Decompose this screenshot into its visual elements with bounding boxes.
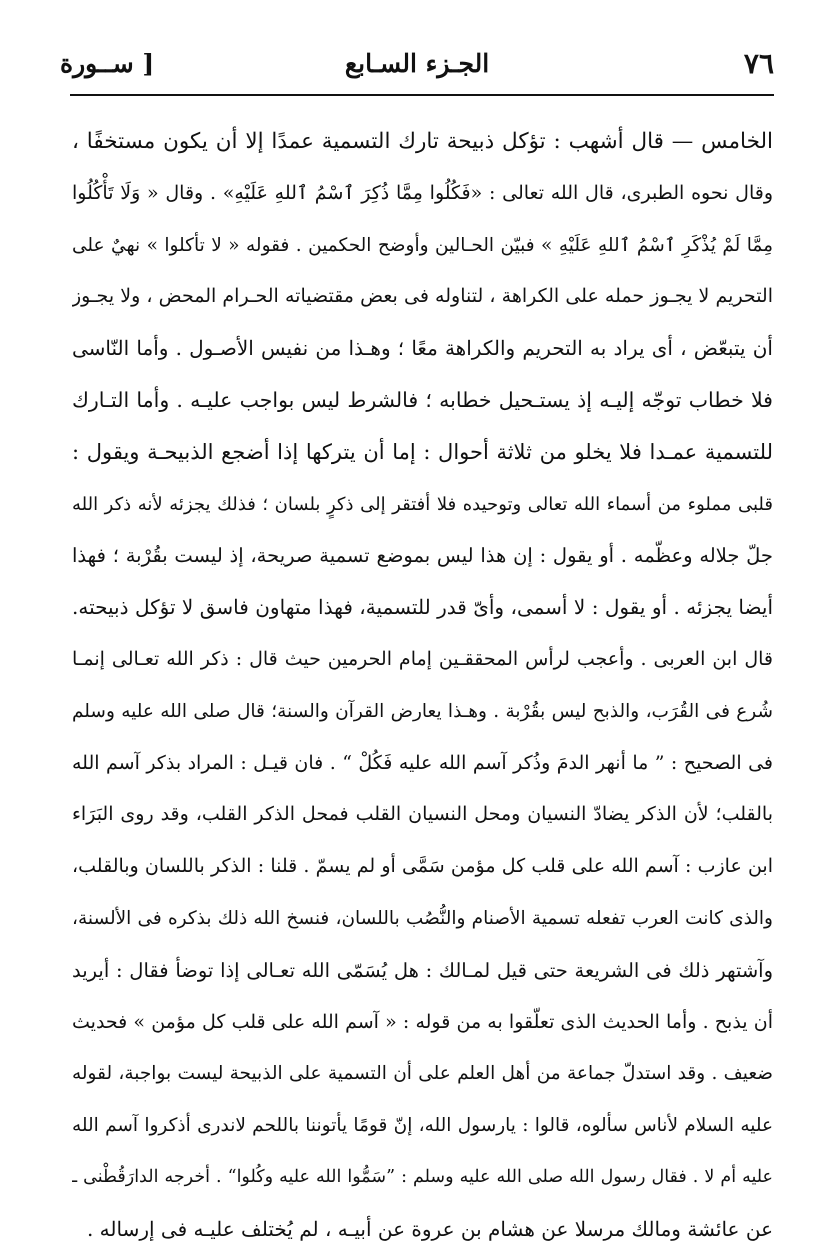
commentary-text bbox=[72, 116, 773, 1256]
text-line: فلا خطاب توجّه إليـه إذ يستـحيل خطابه ؛ فالشرط ليس بواجب عليـه . وأما التـارك bbox=[72, 387, 773, 412]
text-line: عليه السلام لأناس سألوه، قالوا : يارسول الله، إنّ قومًا يأتوننا باللحم لاندرى أذكروا آسم الله bbox=[72, 1115, 773, 1137]
text-line: مِمَّا لَمْ يُذْكَرِ ٱسْمُ ٱللهِ عَلَيْهِ » فبيّن الحـالين وأوضح الحكمين . فقوله « لا تأكلوا » نهيٌ على bbox=[72, 234, 773, 256]
text-line: شُرع فى القُرَب، والذبح ليس بقُرْبة . وهـذا يعارض القرآن والسنة؛ قال صلى الله عليه وسلم bbox=[72, 700, 773, 722]
page-number: ٧٦ bbox=[743, 47, 774, 80]
surah-label: [ ســورة bbox=[60, 49, 155, 78]
text-line: عليه أم لا . فقال رسول الله صلى الله عليه وسلم : ”سَمُّوا الله عليه وكُلوا“ . أخرجه الدارَقُطْنى ـ bbox=[72, 1166, 773, 1187]
text-line: أن يتبعّض ، أى يراد به التحريم والكراهة معًا ؛ وهـذا من نفيس الأصـول . وأما النّاسى bbox=[72, 336, 773, 361]
text-line: جلّ جلاله وعظّمه . أو يقول : إن هذا ليس بموضع تسمية صريحة، إذ ليست بقُرْبة ؛ فهذا bbox=[72, 544, 773, 568]
text-line: الخامس — قال أشهب : تؤكل ذبيحة تارك التسمية عمدًا إلا أن يكون مستخفًا ، bbox=[72, 129, 773, 154]
text-line: التحريم لا يجـوز حمله على الكراهة ، لتناوله فى بعض مقتضياته الحـرام المحض ، ولا يجـوز bbox=[72, 285, 773, 308]
text-line: ابن عازب : آسم الله على قلب كل مؤمن سَمَّى أو لم يسمّ . قلنا : الذكر باللسان وبالقلب، bbox=[72, 855, 773, 878]
page-header bbox=[60, 40, 774, 96]
text-line: وآشتهر ذلك فى الشريعة حتى قيل لمـالك : هل يُسَمّى الله تعـالى إذا توضأ فقال : أيريد bbox=[72, 958, 773, 982]
text-line: أيضا يجزئه . أو يقول : لا أسمى، وأىّ قدر للتسمية، فهذا متهاون فاسق لا تؤكل ذبيحته. bbox=[72, 595, 773, 620]
text-line: عن عائشة ومالك مرسلا عن هشام بن عروة عن أبيـه ، لم يُختلف عليـه فى إرساله . bbox=[86, 1216, 773, 1241]
text-line: للتسمية عمـدا فلا يخلو من ثلاثة أحوال : إما أن يتركها إذا أضجع الذبيحـة ويقول : bbox=[72, 439, 773, 464]
running-title: الجـزء السـابع bbox=[344, 49, 490, 78]
text-line: ضعيف . وقد استدلّ جماعة من أهل العلم على أن التسمية على الذبيحة ليست بواجبة، لقوله bbox=[72, 1063, 773, 1085]
text-line: فى الصحيح : ” ما أنهر الدمَ وذُكر آسم الله عليه فَكُلْ “ . فان قيـل : المراد بذكر آسم الله bbox=[72, 751, 773, 774]
text-line: قلبى مملوء من أسماء الله تعالى وتوحيده فلا أفتقر إلى ذكرٍ بلسان ؛ فذلك يجزئه لأنه ذكر الله bbox=[72, 493, 773, 515]
text-line: أن يذبح . وأما الحديث الذى تعلّقوا به من قوله : « آسم الله على قلب كل مؤمن » فحديث bbox=[72, 1010, 773, 1033]
text-line: بالقلب؛ لأن الذكر يضادّ النسيان ومحل النسيان القلب فمحل الذكر القلب، وقد روى البَرَاء bbox=[72, 803, 773, 826]
text-line: وقال نحوه الطبرى، قال الله تعالى : «فَكُلُوا مِمَّا ذُكِرَ ٱسْمُ ٱللهِ عَلَيْهِ» . وقال « وَلَا تَأْكُلُوا bbox=[72, 181, 773, 204]
text-line: قال ابن العربى . وأعجب لرأس المحققـين إمام الحرمين حيث قال : ذكر الله تعـالى إنمـا bbox=[72, 647, 773, 670]
text-line: والذى كانت العرب تفعله تسمية الأصنام والنُّصُب باللسان، فنسخ الله ذلك بذكره فى الألسنة، bbox=[72, 907, 773, 929]
header-divider bbox=[70, 94, 774, 96]
